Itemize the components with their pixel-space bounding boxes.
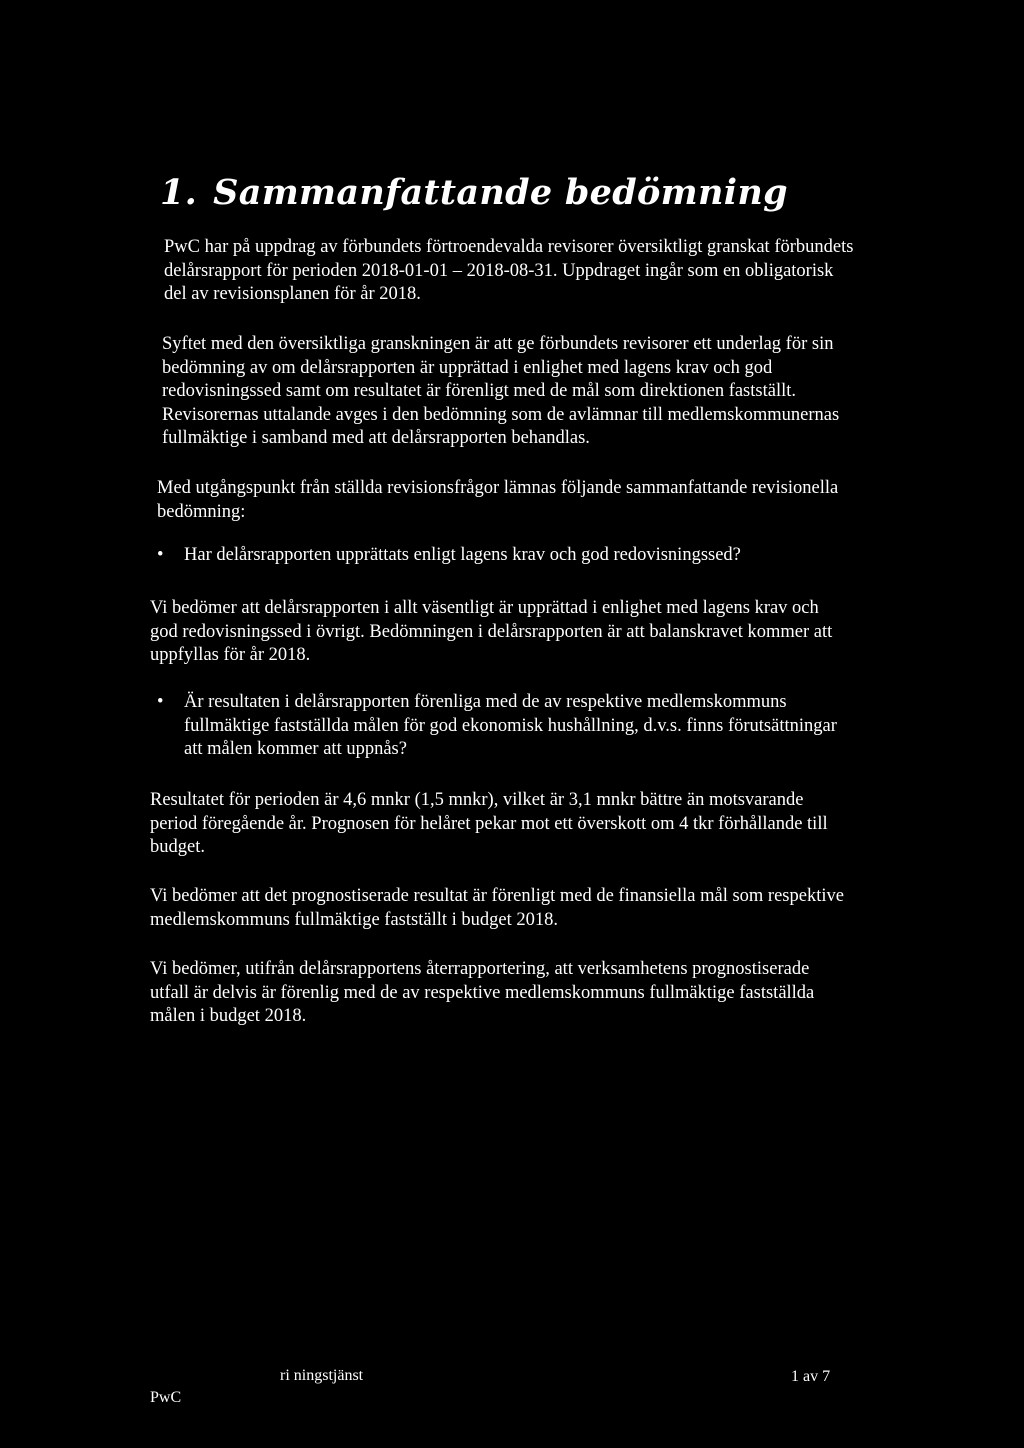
- question-2-text: Är resultaten i delårsrapporten förenliga med de av respektive medlemskommuns fullmäktige fastställda målen för god ekonomisk hushållning, d.v.s. finns förutsättningar att målen kommer att uppnås?: [184, 692, 837, 760]
- answer-2b-paragraph: Vi bedömer, utifrån delårsrapportens återrapportering, att verksamhetens prognostiserade utfall är delvis är förenlig med de av respektive medlemskommuns fullmäktige fastställda målen i budget 2018.: [150, 959, 815, 1027]
- bullet-dot: •: [157, 692, 164, 712]
- footer-service-label: ri ningstjänst: [280, 1367, 364, 1384]
- footer-company: PwC: [150, 1389, 182, 1406]
- answer-1-paragraph: Vi bedömer att delårsrapporten i allt väsentligt är upprättad i enlighet med lagens krav och god redovisningssed i övrigt. Bedömningen i delårsrapporten är att balanskravet kommer att uppfyllas för år 2018.: [150, 598, 833, 666]
- answer-2a-paragraph: Vi bedömer att det prognostiserade resultat är förenligt med de finansiella mål som respektive medlemskommuns fullmäktige fastställt i budget 2018.: [150, 886, 844, 930]
- section-number: 1.: [160, 172, 198, 213]
- question-2-bullet: [157, 691, 857, 763]
- purpose-paragraph: Syftet med den översiktliga granskningen är att ge förbundets revisorer ett underlag för sin bedömning av om delårsrapporten är upprättad i enlighet med lagens krav och god redovisningssed samt om resultatet är förenligt med de mål som direktionen fastställt. Revisorernas uttalande avges i den bedömning som de avlämnar till medlemskommunernas fullmäktige i samband med att delårsrapporten behandlas.: [162, 334, 840, 449]
- bullet-dot: •: [157, 545, 164, 565]
- intro-paragraph: PwC har på uppdrag av förbundets förtroendevalda revisorer översiktligt granskat förbundets delårsrapport för perioden 2018-01-01 – 2018-08-31. Uppdraget ingår som en obligatorisk del av revisionsplanen för år 2018.: [164, 237, 854, 305]
- result-paragraph: Resultatet för perioden är 4,6 mnkr (1,5 mnkr), vilket är 3,1 mnkr bättre än motsvarande period föregående år. Prognosen för helåret pekar mot ett överskott om 4 tkr förhållande till budget.: [150, 790, 828, 858]
- section-heading: [160, 168, 788, 218]
- footer-page-number: 1 av 7: [791, 1368, 831, 1385]
- question-1-bullet: [157, 544, 857, 568]
- starting-point-paragraph: Med utgångspunkt från ställda revisionsfrågor lämnas följande sammanfattande revisionella bedömning:: [157, 478, 839, 522]
- question-1-text: Har delårsrapporten upprättats enligt lagens krav och god redovisningssed?: [184, 545, 741, 565]
- section-title: Sammanfattande bedömning: [213, 172, 788, 213]
